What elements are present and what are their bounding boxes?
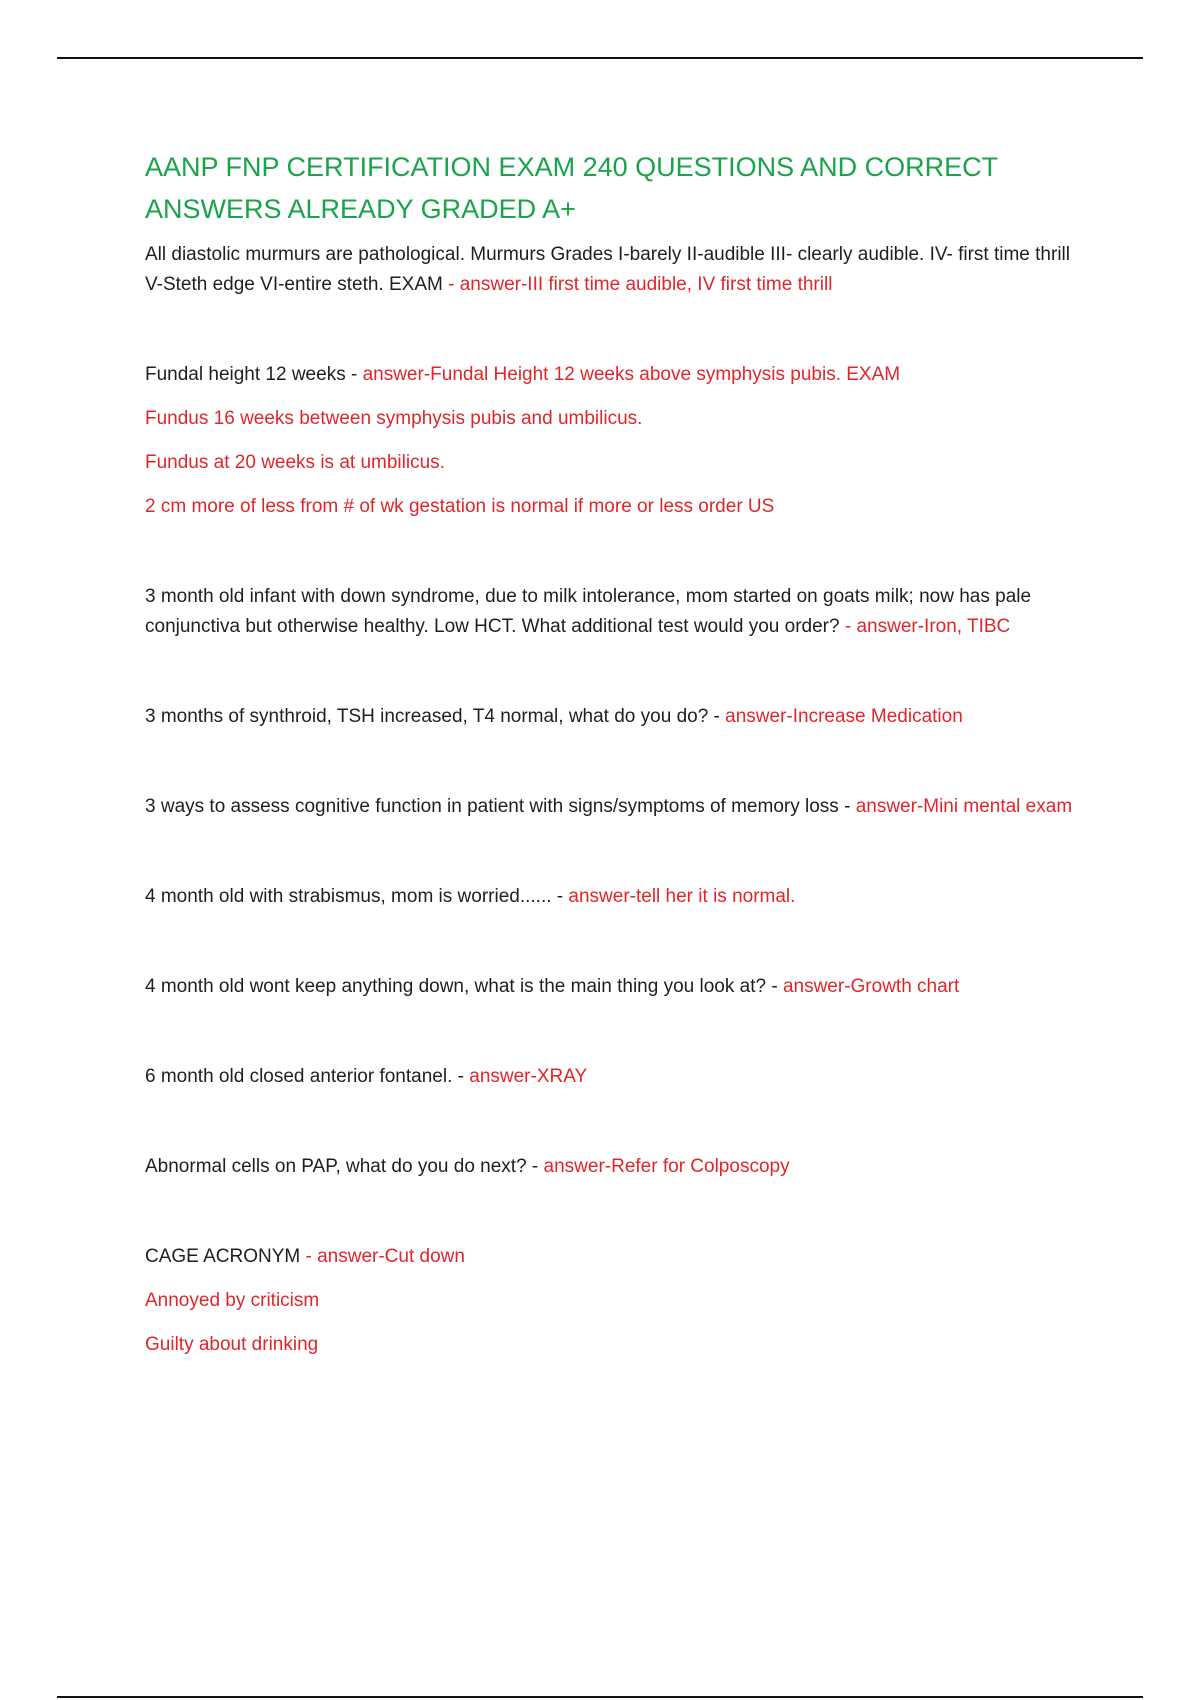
question-text: CAGE ACRONYM (145, 1246, 306, 1267)
answer-continuation: 2 cm more of less from # of wk gestation is normal if more or less order US (145, 496, 775, 517)
top-rule (57, 57, 1143, 59)
question-text: Fundal height 12 weeks - (145, 364, 363, 385)
answer-text: answer-tell her it is normal. (568, 886, 796, 907)
answer-text: answer-Refer for Colposcopy (543, 1156, 790, 1177)
answer-text: answer-XRAY (469, 1066, 588, 1087)
answer-text: - answer-Cut down (305, 1246, 465, 1267)
answer-text: answer-Growth chart (782, 976, 960, 997)
answer-continuation: Annoyed by criticism (145, 1290, 320, 1311)
question-text: 6 month old closed anterior fontanel. - (145, 1066, 470, 1087)
answer-text: answer-Increase Medication (725, 706, 963, 727)
qa-item (145, 240, 1085, 300)
answer-text: answer-Fundal Height 12 weeks above symphysis pubis. EXAM (362, 364, 901, 385)
question-text: 3 ways to assess cognitive function in patient with signs/symptoms of memory loss - (145, 796, 856, 817)
qa-item (145, 1062, 1085, 1092)
qa-item (145, 882, 1085, 912)
document-body (145, 146, 1085, 1360)
qa-item (145, 792, 1085, 822)
answer-text: - answer-III first time audible, IV first time thrill (448, 274, 833, 295)
qa-item (145, 702, 1085, 732)
document-title: AANP FNP CERTIFICATION EXAM 240 QUESTIONS AND CORRECT ANSWERS ALREADY GRADED A+ (145, 152, 998, 224)
qa-item (145, 1152, 1085, 1182)
qa-item (145, 972, 1085, 1002)
bottom-rule (57, 1696, 1143, 1698)
qa-item (145, 360, 1085, 390)
answer-continuation: Guilty about drinking (145, 1334, 319, 1355)
answer-continuation: Fundus 16 weeks between symphysis pubis and umbilicus. (145, 408, 643, 429)
answer-continuation: Fundus at 20 weeks is at umbilicus. (145, 452, 445, 473)
question-text: Abnormal cells on PAP, what do you do next? - (145, 1156, 544, 1177)
question-text: 4 month old with strabismus, mom is worried...... - (145, 886, 569, 907)
question-text: 3 month old infant with down syndrome, due to milk intolerance, mom started on goats milk; now has pale conjunctiva but otherwise healthy. Low HCT. What additional test would you order? (145, 586, 1032, 637)
question-text: 4 month old wont keep anything down, what is the main thing you look at? - (145, 976, 783, 997)
answer-text: - answer-Iron, TIBC (844, 616, 1011, 637)
qa-item (145, 1242, 1085, 1272)
question-text: 3 months of synthroid, TSH increased, T4 normal, what do you do? - (145, 706, 726, 727)
qa-item (145, 582, 1085, 642)
question-text: All diastolic murmurs are pathological. Murmurs Grades I-barely II-audible III- clearly audible. IV- first time thrill V-Steth edge VI-entire steth. EXAM (145, 244, 1070, 295)
answer-text: answer-Mini mental exam (855, 796, 1073, 817)
